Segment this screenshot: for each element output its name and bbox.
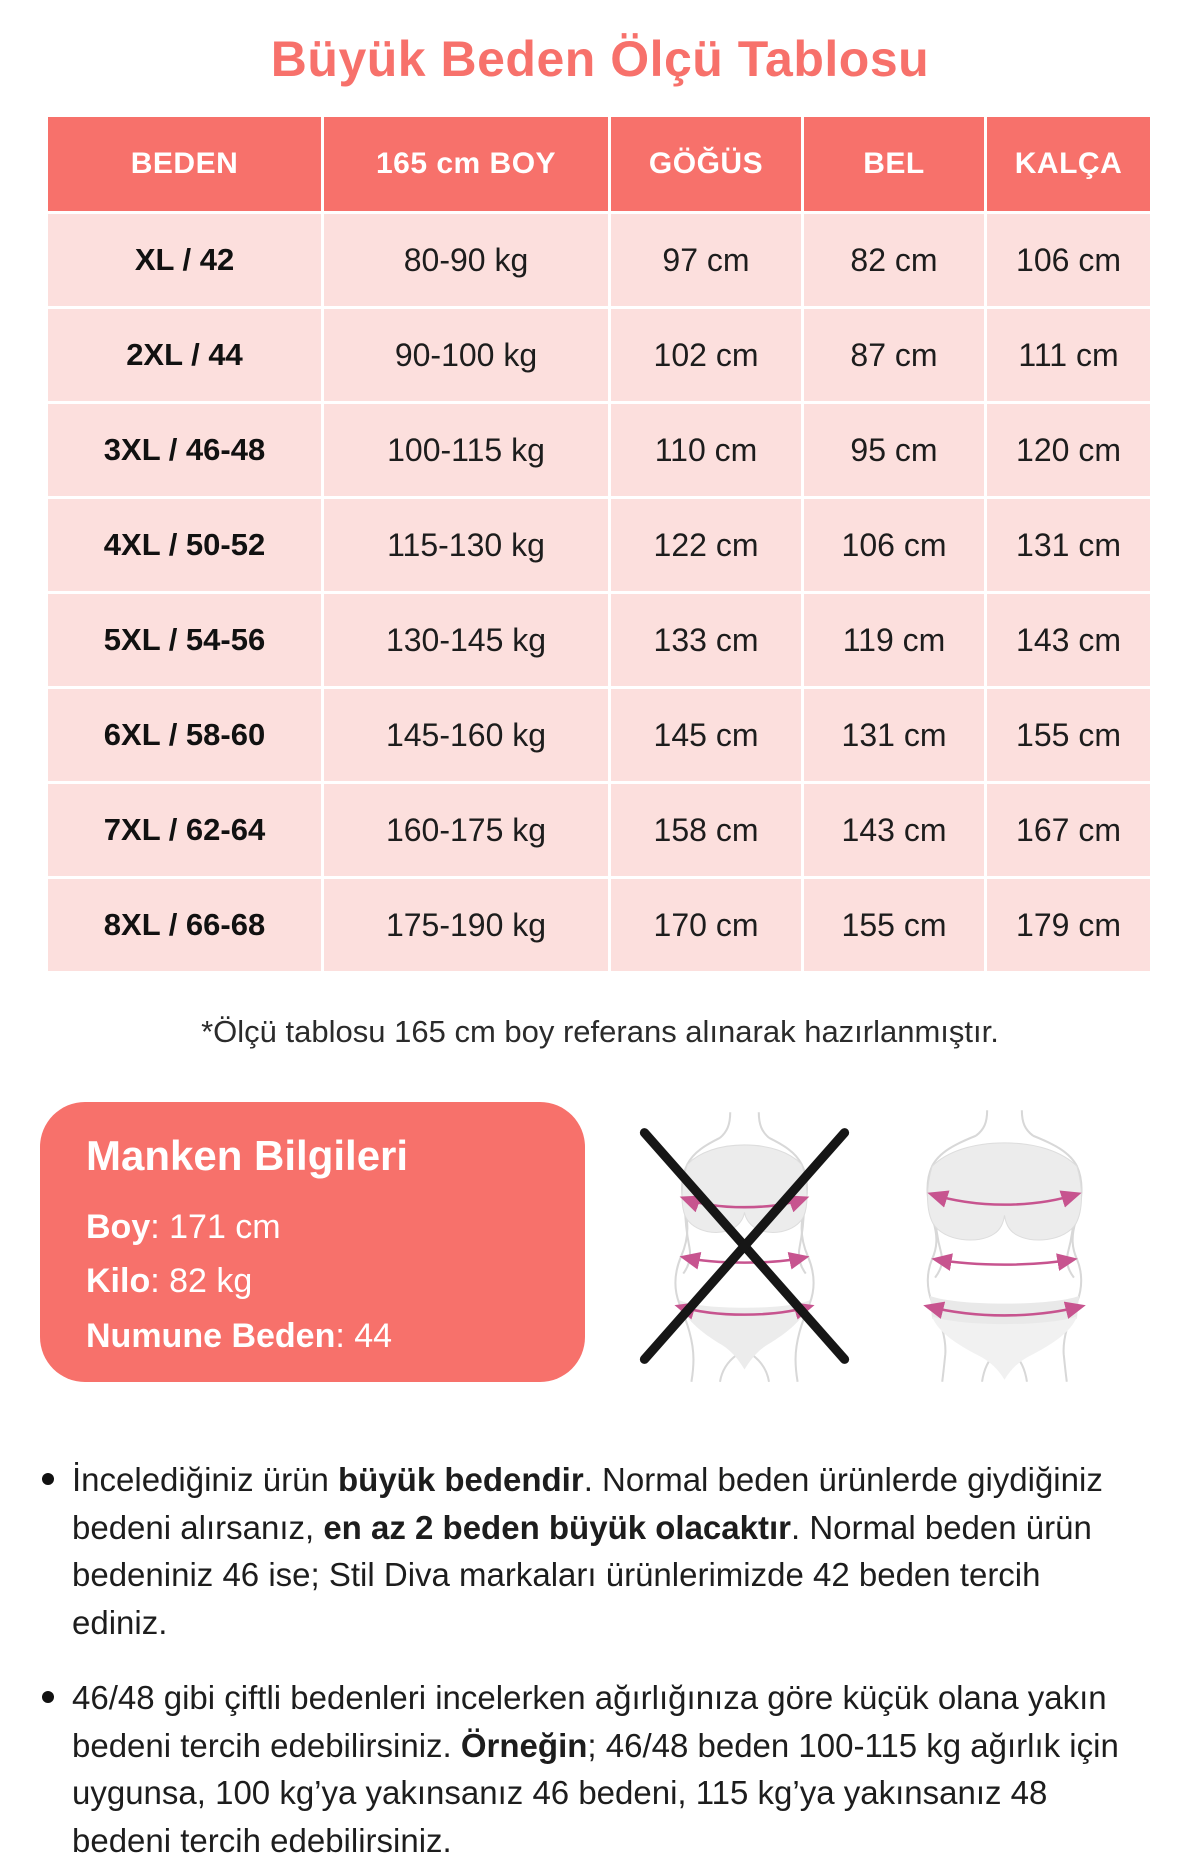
- chest-value: 170 cm: [610, 878, 803, 973]
- chest-value: 133 cm: [610, 593, 803, 688]
- size-value: 3XL / 46-48: [47, 403, 323, 498]
- waist-value: 155 cm: [803, 878, 986, 973]
- waist-value: 87 cm: [803, 308, 986, 403]
- chest-value: 102 cm: [610, 308, 803, 403]
- hip-value: 120 cm: [986, 403, 1152, 498]
- table-row: [47, 783, 1152, 878]
- model-weight-value: : 82 kg: [150, 1262, 253, 1301]
- size-value: 7XL / 62-64: [47, 783, 323, 878]
- col-header-hip: KALÇA: [986, 116, 1152, 213]
- slim-body-figure-crossed-icon: [622, 1106, 867, 1386]
- size-table: [45, 114, 1153, 974]
- model-sample-size-label: Numune Beden: [86, 1316, 336, 1355]
- size-value: 4XL / 50-52: [47, 498, 323, 593]
- note-text: 46/48 gibi çiftli bedenleri incelerken ağırlığınıza göre küçük olana yakın bedeni tercih edebilirsiniz. Örneğin; 46/48 beden 100-115 kg ağırlık için uygunsa, 100 kg’ya yakınsanız 46 bedeni, 115 kg’ya yakınsanız 48 bedeni tercih edebilirsiniz.: [72, 1679, 1119, 1859]
- weight-value: 80-90 kg: [323, 213, 610, 308]
- size-value: 8XL / 66-68: [47, 878, 323, 973]
- model-height-label: Boy: [86, 1208, 151, 1246]
- col-header-size: BEDEN: [47, 116, 323, 213]
- table-row: [47, 213, 1152, 308]
- hip-value: 106 cm: [986, 213, 1152, 308]
- model-height-value: : 171 cm: [150, 1208, 281, 1246]
- table-row: [47, 308, 1152, 403]
- table-row: [47, 593, 1152, 688]
- waist-value: 95 cm: [803, 403, 986, 498]
- chest-value: 110 cm: [610, 403, 803, 498]
- size-value: 6XL / 58-60: [47, 688, 323, 783]
- note-item: [40, 1456, 1145, 1646]
- model-sample-size-value: : 44: [335, 1316, 393, 1355]
- weight-value: 175-190 kg: [323, 878, 610, 973]
- model-info-card: [40, 1102, 585, 1382]
- weight-value: 100-115 kg: [323, 403, 610, 498]
- hip-value: 111 cm: [986, 308, 1152, 403]
- chest-value: 97 cm: [610, 213, 803, 308]
- col-header-chest: GÖĞÜS: [610, 116, 803, 213]
- chest-value: 158 cm: [610, 783, 803, 878]
- hip-value: 131 cm: [986, 498, 1152, 593]
- weight-value: 130-145 kg: [323, 593, 610, 688]
- chest-value: 122 cm: [610, 498, 803, 593]
- size-table-header-row: [47, 116, 1152, 213]
- weight-value: 160-175 kg: [323, 783, 610, 878]
- model-sample-size-line: [86, 1309, 585, 1363]
- waist-value: 119 cm: [803, 593, 986, 688]
- note-text: İncelediğiniz ürün büyük bedendir. Normal beden ürünlerde giydiğiniz bedeni alırsanız, en az 2 beden büyük olacaktır. Normal beden ürün bedeniniz 46 ise; Stil Diva markaları ürünlerimizde 42 beden tercih ediniz.: [72, 1461, 1103, 1641]
- plus-body-figure-icon: [882, 1106, 1127, 1386]
- table-footnote: *Ölçü tablosu 165 cm boy referans alınarak hazırlanmıştır.: [201, 1014, 999, 1049]
- model-weight-line: [86, 1254, 585, 1308]
- hip-value: 155 cm: [986, 688, 1152, 783]
- weight-value: 145-160 kg: [323, 688, 610, 783]
- notes-list: [40, 1456, 1145, 1864]
- model-info-section: [0, 1094, 1200, 1404]
- table-row: [47, 688, 1152, 783]
- table-row: [47, 498, 1152, 593]
- model-info-title: Manken Bilgileri: [86, 1132, 409, 1179]
- waist-value: 106 cm: [803, 498, 986, 593]
- hip-value: 143 cm: [986, 593, 1152, 688]
- bullet-dot-icon: [42, 1691, 54, 1703]
- waist-value: 143 cm: [803, 783, 986, 878]
- size-value: XL / 42: [47, 213, 323, 308]
- chest-value: 145 cm: [610, 688, 803, 783]
- size-value: 5XL / 54-56: [47, 593, 323, 688]
- hip-value: 179 cm: [986, 878, 1152, 973]
- table-row: [47, 878, 1152, 973]
- col-header-waist: BEL: [803, 116, 986, 213]
- col-header-weight: 165 cm BOY: [323, 116, 610, 213]
- model-height-line: [86, 1200, 585, 1254]
- page-title: Büyük Beden Ölçü Tablosu: [270, 31, 930, 87]
- weight-value: 115-130 kg: [323, 498, 610, 593]
- waist-value: 131 cm: [803, 688, 986, 783]
- size-value: 2XL / 44: [47, 308, 323, 403]
- note-item: [40, 1674, 1145, 1864]
- waist-value: 82 cm: [803, 213, 986, 308]
- table-row: [47, 403, 1152, 498]
- hip-value: 167 cm: [986, 783, 1152, 878]
- bullet-dot-icon: [42, 1473, 54, 1485]
- weight-value: 90-100 kg: [323, 308, 610, 403]
- model-weight-label: Kilo: [86, 1262, 151, 1301]
